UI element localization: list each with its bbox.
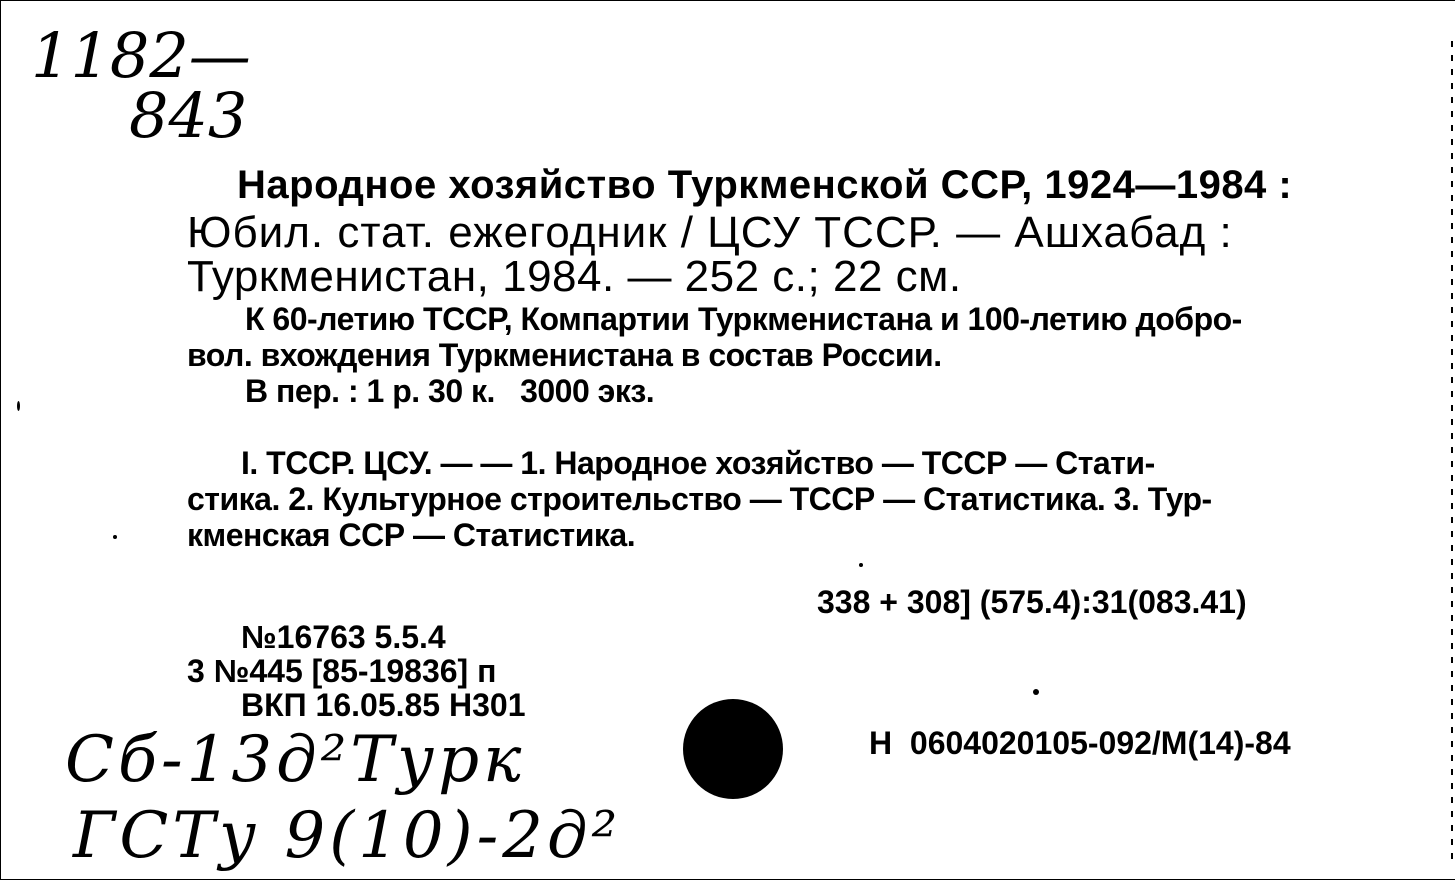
handwritten-shelf-note-1: Сб-13д²Турк	[65, 723, 526, 797]
entry-line-3: Туркменистан, 1984. — 252 с.; 22 см.	[187, 252, 962, 301]
ink-speck	[1033, 689, 1039, 695]
handwritten-call-number-sub: 843	[129, 79, 248, 152]
ink-speck	[859, 563, 863, 567]
entry-line-2: Юбил. стат. ежегодник / ЦСУ ТССР. — Ашхабад :	[187, 208, 1233, 257]
handwritten-shelf-note-2: ГСТу 9(10)-2д²	[73, 799, 622, 873]
record-line-2: 3 №445 [85-19836] п	[187, 653, 497, 689]
handwritten-call-number: 1182—	[31, 19, 251, 92]
subjects-line-2: стика. 2. Культурное строительство — ТССР — Статистика. 3. Тур-	[187, 481, 1212, 517]
subjects-line-1: I. ТССР. ЦСУ. — — 1. Народное хозяйство — ТССР — Стати-	[241, 445, 1155, 481]
entry-line-1: Народное хозяйство Туркменской ССР, 1924—1984 :	[237, 163, 1293, 207]
ink-speck	[17, 401, 20, 411]
record-line-3: ВКП 16.05.85 Н301	[241, 687, 526, 723]
punch-hole	[683, 699, 783, 799]
classification-index: 338 + 308] (575.4):31(083.41)	[817, 584, 1247, 620]
note-line-1: К 60-летию ТССР, Компартии Туркменистана и 100-летию добро-	[245, 301, 1242, 337]
record-line-1: №16763 5.5.4	[241, 619, 446, 655]
note-line-2: вол. вхождения Туркменистана в состав России.	[187, 337, 942, 373]
publisher-code: Н 0604020105-092/М(14)-84	[869, 725, 1291, 761]
card-edge	[1451, 41, 1453, 861]
subjects-line-3: кменская ССР — Статистика.	[187, 517, 636, 553]
ink-speck	[113, 535, 117, 539]
price-line: В пер. : 1 р. 30 к. 3000 экз.	[245, 373, 655, 409]
